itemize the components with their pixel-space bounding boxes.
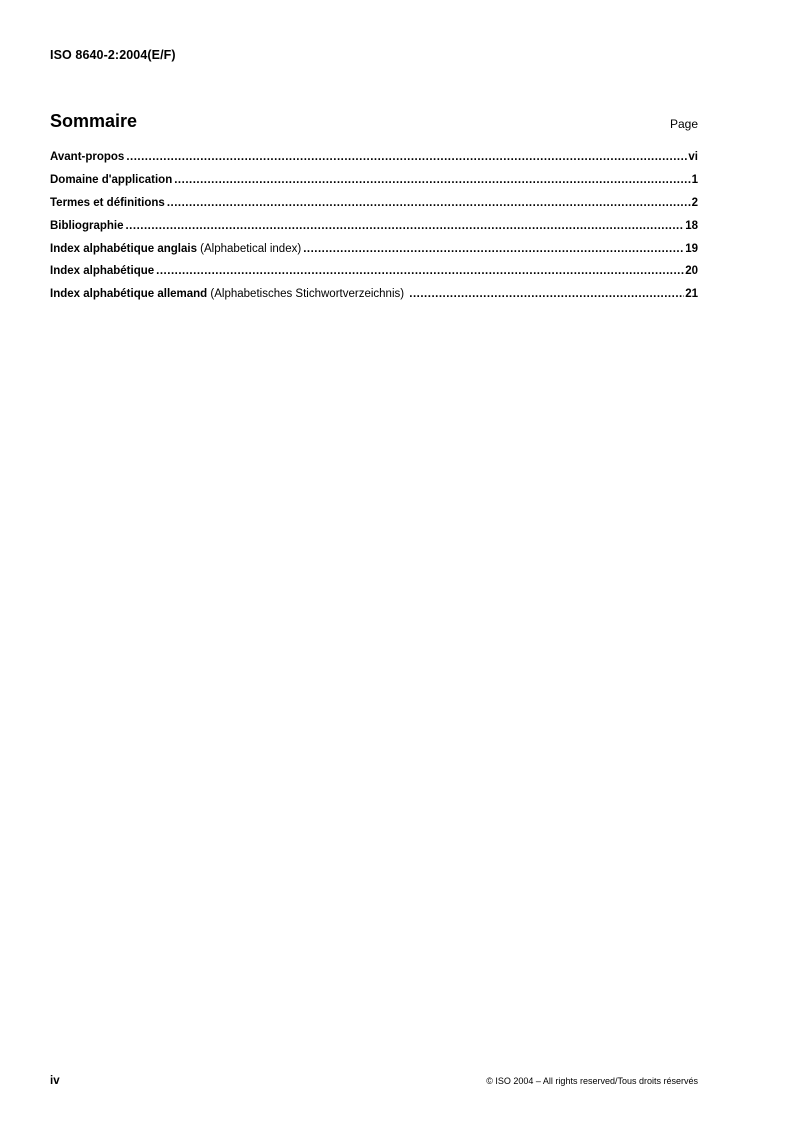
toc-entry-title: Domaine d'application bbox=[50, 173, 173, 186]
toc-entry-bibliographie[interactable] bbox=[50, 220, 698, 243]
toc-dot-leader bbox=[409, 288, 684, 300]
toc-page-column-label: Page bbox=[669, 117, 698, 131]
toc-entry-title: Avant-propos bbox=[50, 151, 125, 163]
toc-entry-subtitle: (Alphabetical index) bbox=[196, 242, 302, 255]
toc-entry-page: 18 bbox=[685, 219, 698, 232]
toc-entry-page: 21 bbox=[685, 288, 698, 301]
toc-heading-row bbox=[50, 111, 698, 135]
toc-entry-page: 2 bbox=[691, 196, 698, 209]
toc-dot-leader bbox=[156, 265, 684, 277]
toc-entry-index-anglais[interactable] bbox=[50, 243, 698, 266]
toc-dot-leader bbox=[167, 197, 691, 209]
footer-copyright: © ISO 2004 – All rights reserved/Tous droits réservés bbox=[486, 1076, 698, 1086]
toc-title: Sommaire bbox=[50, 111, 138, 131]
toc-entry-title: Index alphabétique anglais bbox=[50, 242, 197, 255]
toc-entry-title: Index alphabétique allemand bbox=[50, 288, 208, 301]
toc-dot-leader bbox=[125, 220, 684, 232]
toc-entry-subtitle: (Alphabetisches Stichwortverzeichnis) bbox=[207, 288, 408, 301]
toc-entry-page: 1 bbox=[691, 173, 698, 186]
toc-entry-termes-et-definitions[interactable] bbox=[50, 197, 698, 220]
toc-entry-title: Bibliographie bbox=[50, 219, 124, 232]
toc-dot-leader bbox=[174, 174, 690, 186]
table-of-contents bbox=[50, 151, 698, 311]
toc-dot-leader bbox=[126, 151, 687, 163]
toc-entry-index-alphabetique[interactable] bbox=[50, 265, 698, 288]
toc-dot-leader bbox=[303, 243, 684, 255]
toc-entry-page: 20 bbox=[685, 265, 698, 278]
document-identifier: ISO 8640-2:2004(E/F) bbox=[50, 48, 176, 62]
footer-page-number: iv bbox=[50, 1075, 60, 1087]
toc-entry-page: 19 bbox=[685, 242, 698, 255]
toc-entry-title: Index alphabétique bbox=[50, 265, 155, 278]
toc-entry-domaine-d-application[interactable] bbox=[50, 174, 698, 197]
toc-entry-page: vi bbox=[688, 151, 698, 163]
toc-entry-index-allemand[interactable] bbox=[50, 288, 698, 311]
toc-entry-title: Termes et définitions bbox=[50, 196, 165, 209]
toc-entry-avant-propos[interactable] bbox=[50, 151, 698, 174]
